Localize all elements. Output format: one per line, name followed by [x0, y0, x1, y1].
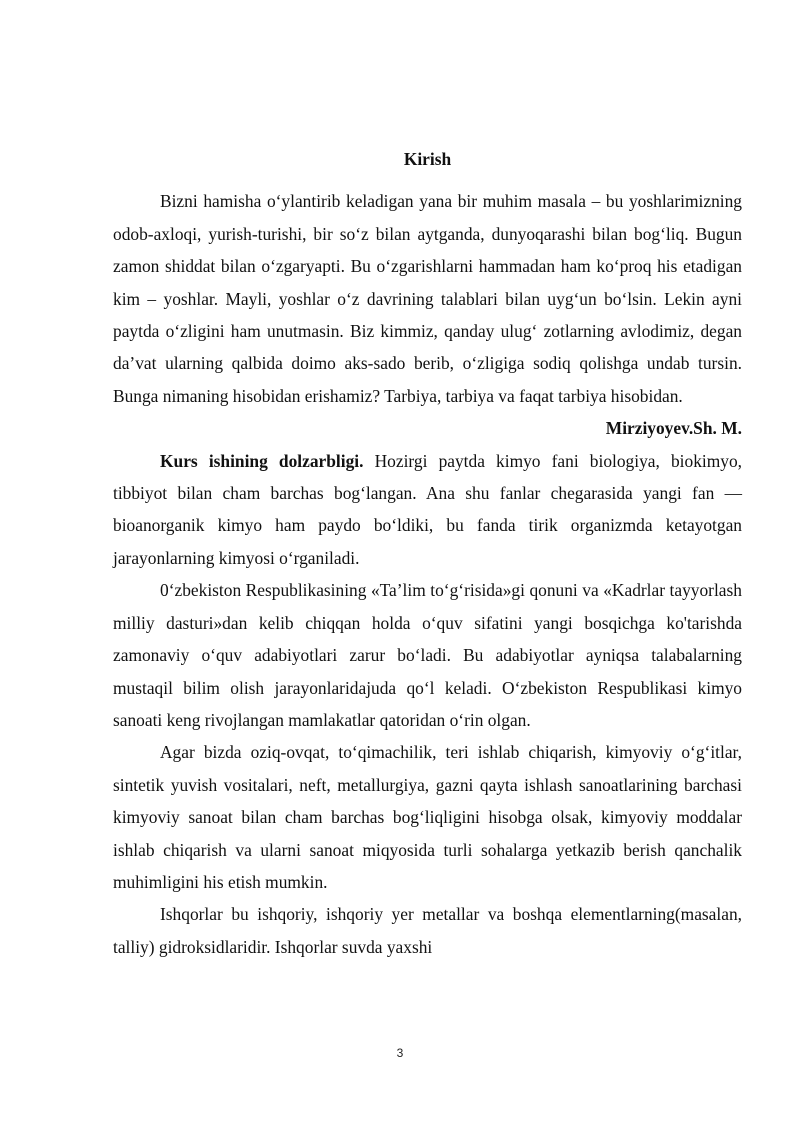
page-content	[113, 143, 742, 963]
alkali-paragraph	[113, 898, 742, 963]
education-law-paragraph	[113, 574, 742, 736]
paragraph-text: 0‘zbekiston Respublikasining «Ta’lim to‘g‘risida»gi qonuni va «Kadrlar tayyorlash milliy dasturi»dan kelib chiqqan holda o‘quv sifatini yangi bosqichga ko'tarishda zamonaviy o‘quv adabiyotlari zarur bo‘ladi. Bu adabiyotlar ayniqsa talabalarning mustaqil bilim olish jarayonlaridajuda qo‘l keladi. O‘zbekiston Respublikasi kimyo sanoati keng rivojlangan mamlakatlar qatoridan o‘rin olgan.	[113, 580, 742, 730]
paragraph-text: Agar bizda oziq-ovqat, to‘qimachilik, teri ishlab chiqarish, kimyoviy o‘g‘itlar, sintetik yuvish vositalari, neft, metallurgiya, gazni qayta ishlash sanoatlarining barchasi kimyoviy sanoat bilan cham barchas bog‘liqligini hisobga olsak, kimyoviy moddalar ishlab chiqarish va ularni sanoat miqyosida turli sohalarga yetkazib berish qanchalik muhimligini his etish mumkin.	[113, 742, 742, 892]
paragraph-text: Hozirgi paytda kimyo fani biologiya, biokimyo, tibbiyot bilan cham barchas bog‘langan. Ana shu fanlar chegarasida yangi fan — bioanorganik kimyo ham paydo bo‘ldiki, bu fanda tirik organizmda ketayotgan jarayonlarning kimyosi o‘rganiladi.	[113, 450, 742, 568]
industry-paragraph	[113, 736, 742, 898]
section-title: Kirish	[403, 149, 452, 169]
relevance-paragraph	[113, 445, 742, 575]
paragraph-text: Bizni hamisha o‘ylantirib keladigan yana bir muhim masala – bu yoshlarimizning odob-axloqi, yurish-turishi, bir so‘z bilan aytganda, dunyoqarashi bilan bog‘liq. Bugun zamon shiddat bilan o‘zgaryapti. Bu o‘zgarishlarni hammadan ham ko‘proq his etadigan kim – yoshlar. Mayli, yoshlar o‘z davrining talablari bilan uyg‘un bo‘lsin. Lekin ayni paytda o‘zligini ham unutmasin. Biz kimmiz, qanday ulug‘ zotlarning avlodimiz, degan da’vat ularning qalbida doimo aks-sado berib, o‘zligiga sodiq qolishga undab tursin. Bunga nimaning hisobidan erishamiz? Tarbiya, tarbiya va faqat tarbiya hisobidan.	[113, 191, 742, 406]
page-number: 3	[396, 1046, 404, 1060]
paragraph-text: Ishqorlar bu ishqoriy, ishqoriy yer metallar va boshqa elementlarning(masalan, talliy) gidroksidlaridir. Ishqorlar suvda yaxshi	[113, 904, 742, 957]
paragraph-lead: Kurs ishining dolzarbligi.	[160, 450, 364, 471]
epigraph-author: Mirziyoyev.Sh. M.	[605, 418, 742, 439]
epigraph-paragraph	[113, 185, 742, 412]
